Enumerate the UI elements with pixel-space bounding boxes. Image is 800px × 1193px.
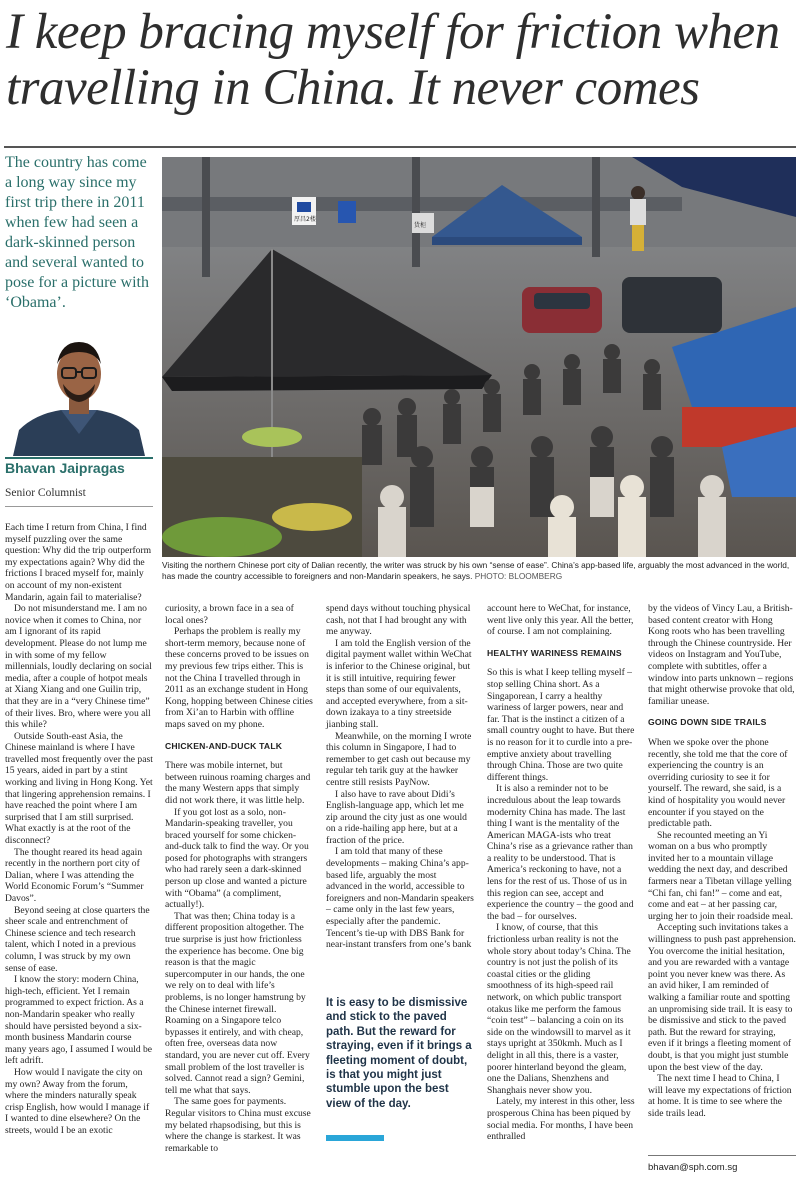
paragraph: Beyond seeing at close quarters the sheer scale and entrenchment of Chinese science and tech research talent, which I noted in a previous column, I was struck by my own sense of ease. [5,904,150,974]
paragraph: I know, of course, that this frictionless urban reality is not the whole story about today’s China. The country is not just the polish of its coastal cities or the gliding smoothness of its high-speed rail network, on which public transport otakus like me perform the famous “coin test” – balancing a coin on its side on the windowsill to marvel as it stays upright at 350kmh. Much as I delight in all this, there is a vaster, poorer hinterland beyond the gleam, one the Dalians, Shenzhens and Shanghais never show you. [487,922,631,1096]
paragraph: The next time I head to China, I will leave my expectations of friction at home. It is time to see where the side trails lead. [648,1073,792,1119]
paragraph: by the videos of Vincy Lau, a British-based content creator with Hong Kong roots who has been travelling through the Chinese countryside. Her videos on Instagram and YouTube, complete with subtitles, offer a window into parts unknown – regions that might otherwise provoke that old, familiar unease. [648,603,795,707]
stall-sign-1: 厚昌2楼 [294,216,316,223]
subhead-healthy-wariness: HEALTHY WARINESS REMAINS [487,647,622,658]
headline [6,4,796,116]
paragraph: Do not misunderstand me. I am no novice when it comes to China, nor am I ignorant of its rapid development. Please do not lump me in with some of my fellow millennials, loudly declaring on social media, after a couple of hotpot meals at Xiang Xiang and one Guilin trip, that they are in a “very Chinese time” of their lives. Bro, where were you all this while? [5,603,152,731]
paragraph: I am told that many of these developments – making China’s app-based life, arguably the most advanced in the world, accessible to foreigners and non-Mandarin speakers – came only in the last few years, especially after the pandemic. Tencent’s tie-up with DBS Bank for near-instant transfers from one’s bank [326,846,474,951]
author-email-link[interactable]: bhavan@sph.com.sg [648,1162,738,1173]
headline-rule [4,146,796,148]
paragraph: Lately, my interest in this other, less prosperous China has been piqued by social media. For months, I have been enthralled [487,1096,635,1143]
headline-line-1: I keep bracing myself for friction when [6,4,780,60]
author-title: Senior Columnist [5,487,86,499]
headline-line-2: travelling in China. It never comes [6,60,700,116]
paragraph: I also have to rave about Didi’s English-language app, which let me zip around the city just as one would on a ride-hailing app here, but at a fraction of the price. [326,788,467,846]
paragraph: There was mobile internet, but between ruinous roaming charges and the many Western apps that simply did not work there, it was little help. [165,760,311,806]
paragraph: I am told the English version of the digital payment wallet within WeChat is inferior to the Chinese original, but it is still intuitive, requiring fewer steps than some of our equivalents, and accepted everywhere, from a sit-down izakaya to a tiny streetside jianbing stall. [326,637,472,730]
subhead-side-trails: GOING DOWN SIDE TRAILS [648,717,767,728]
paragraph: She recounted meeting an Yi woman on a bus who promptly invited her to a mountain village wedding the next day, and described farmers near a Tibetan village yelling “Chi fan, chi fan!” – come and eat, come and eat – at her passing car, urging her to join their roadside meal. [648,829,794,922]
photo-caption [162,560,796,582]
byline-rule [5,457,153,459]
market-scene-illustration [162,157,796,557]
paragraph: The same goes for payments. Regular visitors to China must excuse my belated rhapsodising, but this is where the change is starkest. It was remarkable to [165,1096,311,1154]
paragraph: How would I navigate the city on my own? Away from the forum, where the minders naturally speak crisp English, how would I manage if I wanted to dine elsewhere? On the streets, would I be an exotic [5,1066,150,1136]
paragraph: When we spoke over the phone recently, she told me that the core of experiencing the country is an overriding curiosity to see it for yourself. The reward, she said, is a kind of hospitality you would never encounter if you stayed on the predictable path. [648,736,788,830]
paragraph: Accepting such invitations takes a willingness to push past apprehension. You overcome the initial hesitation, and you are rewarded with a vantage point you never knew was there. As an avid hiker, I am reminded of walking a familiar route and spotting an unpromising side trail. It is easy to be dismissive and stick to the paved path. But the reward for straying, even if it brings a fleeting moment of doubt, is that you might just stumble upon the best view of the day. [648,922,796,1073]
paragraph: spend days without touching physical cash, not that I had brought any with me anyway. [326,603,471,638]
paragraph: So this is what I keep telling myself – stop selling China short. As a Singaporean, I carry a healthy wariness of larger powers, near and far. That is the instinct a citizen of a small country ought to have. But there is no reason for it to curdle into a pre-emptive anxiety about travelling through China. Those are two quite different things. [487,667,635,783]
standfirst: The country has come a long way since my first trip there in 2011 when few had seen a dark-skinned person and several wanted to pose for a picture with ‘Obama’. [5,154,149,311]
column-2 [165,603,313,1154]
caption-text: Visiting the northern Chinese port city of Dalian recently, the writer was struck by his own “sense of ease”. China’s app-based life, arguably the most advanced in the world, has made the country accessible to foreigners and non-Mandarin speakers, he says. [162,560,790,581]
paragraph: Meanwhile, on the morning I wrote this column in Singapore, I had to remember to get cash out because my regular teh tarik guy at the hawker centre still resists PayNow. [326,730,472,788]
subhead-chicken-and-duck: CHICKEN-AND-DUCK TALK [165,740,283,751]
photo-credit: PHOTO: BLOOMBERG [474,571,563,581]
column-3 [326,603,474,951]
market-photo [162,157,796,557]
pull-quote: It is easy to be dismissive and stick to the paved path. But the reward for straying, even if it brings a fleeting moment of doubt, is that you might just stumble upon the best view of the day. [326,997,472,1110]
paragraph: Perhaps the problem is really my short-term memory, because none of these concerns proved to be issues on my previous few trips either. This is not the China I travelled through in 2011 as an exchange student in Hong Kong, hopping between Chinese cities from Xi’an to Harbin with offline maps saved on my phone. [165,626,313,730]
paragraph: That was then; China today is a different proposition altogether. The true surprise is just how frictionless the experience has become. One big reason is that the magic supercomputer in our hands, the one we rely on to deal with life’s problems, is no longer hamstrung by the Chinese internet firewall. Roaming on a Singapore telco bypasses it entirely, and with cheap, often free, overseas data now standard, you are never cut off. Every small problem of the lost traveller is solved. Cannot read a sign? Gemini, tell me what that says. [165,910,310,1096]
paragraph: The thought reared its head again recently in the northern port city of Dalian, where I was attending the World Economic Forum’s “Summer Davos”. [5,846,144,904]
email-rule [648,1155,796,1156]
byline-rule-bottom [5,506,153,507]
author-name: Bhavan Jaipragas [5,460,125,476]
author-portrait [5,330,153,456]
paragraph: If you got lost as a solo, non-Mandarin-speaking traveller, you braced yourself for some chicken-and-duck talk to find the way. Or you posed for photographs with strangers who had rarely seen a dark-skinned person up close and wanted a picture with “Obama” (a compliment, actually!). [165,806,309,911]
column-4 [487,603,635,1143]
column-1 [5,522,153,1136]
paragraph: It is also a reminder not to be incredulous about the leap towards modernity China has made. The last thing I want is the mentality of the American MAGA-ists who treat China’s rise as a grievance rather than a reality to be understood. That is America’s reckoning to have, not a lens for the rest of us. Those of us in this region can see, accept and experience the country – the good and the bad – for ourselves. [487,783,634,922]
paragraph: curiosity, a brown face in a sea of local ones? [165,603,294,626]
paragraph: Outside South-east Asia, the Chinese mainland is where I have travelled most frequently over the past 15 years, aided in part by a stint working and living in Hong Kong. Yet that lingering apprehension remains. I have reached the point where I am surprised that I am still surprised. What exactly is at the root of the disconnect? [5,730,153,847]
paragraph: I know the story: modern China, high-tech, efficient. Yet I remain programmed to expect friction. As a non-Mandarin speaker who really should have persisted beyond a six-month business Mandarin course many years ago, I assumed I would be left adrift. [5,974,153,1067]
paragraph: Each time I return from China, I find myself puzzling over the same question: Why did the trip outperform my expectations again? Why did the frictions I braced myself for, mainly on account of my non-existent Mandarin, again fail to materialise? [5,522,152,603]
portrait-illustration [5,330,153,456]
pull-quote-bar [326,1135,384,1141]
stall-sign-2: 货柜 [414,222,427,229]
paragraph: account here to WeChat, for instance, went live only this year. All the better, of course. I am not complaining. [487,603,634,638]
column-5 [648,603,796,1120]
